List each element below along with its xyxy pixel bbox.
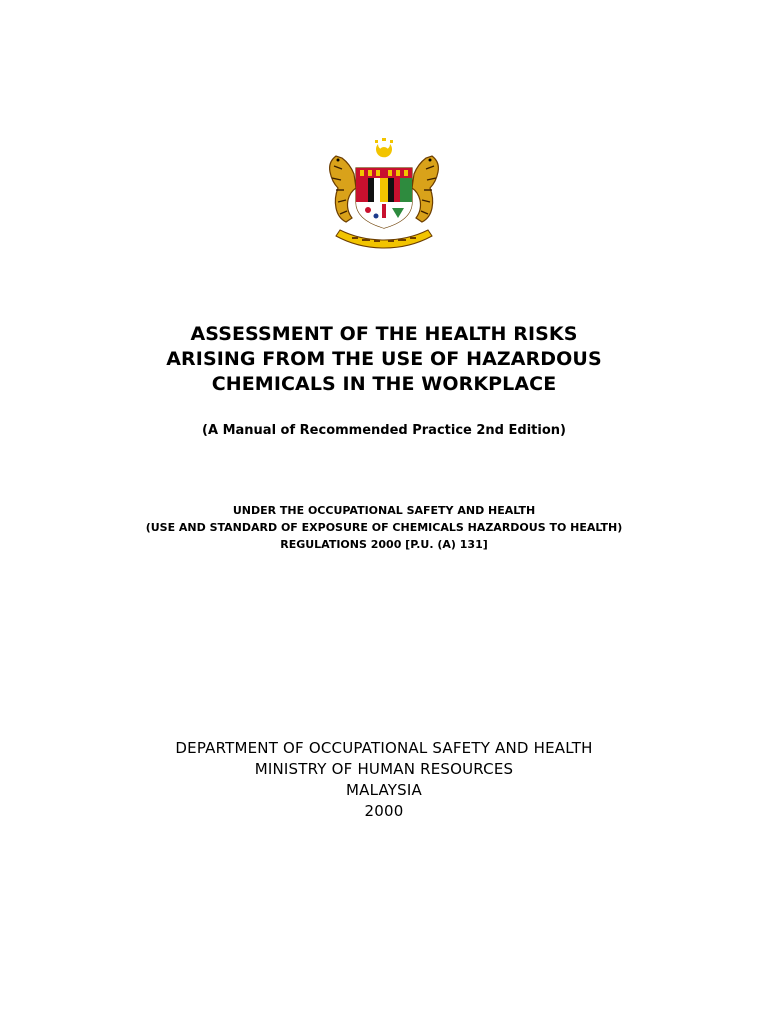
regulation-line: UNDER THE OCCUPATIONAL SAFETY AND HEALTH <box>232 504 536 517</box>
publisher-ministry: MINISTRY OF HUMAN RESOURCES <box>254 760 514 778</box>
publisher-country: MALAYSIA <box>346 781 422 799</box>
title-line: ASSESSMENT OF THE HEALTH RISKS <box>190 323 578 345</box>
title-line: ARISING FROM THE USE OF HAZARDOUS <box>166 348 602 370</box>
publication-year: 2000 <box>364 802 404 820</box>
regulation-line: REGULATIONS 2000 [P.U. (A) 131] <box>280 538 488 551</box>
publisher-block <box>0 738 768 822</box>
publisher-department: DEPARTMENT OF OCCUPATIONAL SAFETY AND HEALTH <box>175 739 593 757</box>
coat-of-arms-icon <box>318 138 450 250</box>
title-line: CHEMICALS IN THE WORKPLACE <box>211 373 557 395</box>
document-title <box>0 322 768 397</box>
regulation-line: (USE AND STANDARD OF EXPOSURE OF CHEMICALS HAZARDOUS TO HEALTH) <box>145 521 623 534</box>
regulation-reference <box>0 502 768 553</box>
document-subtitle: (A Manual of Recommended Practice 2nd Edition) <box>202 423 566 438</box>
